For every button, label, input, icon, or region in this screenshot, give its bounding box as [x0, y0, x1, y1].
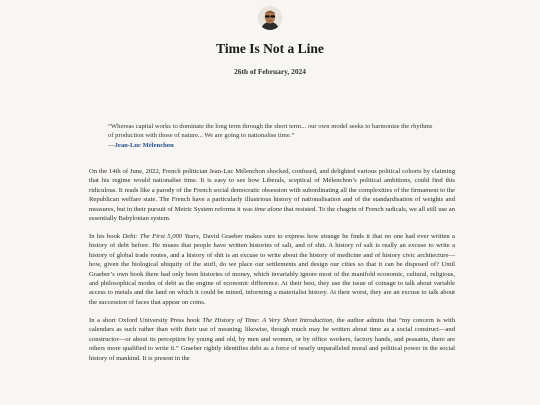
paragraph-3-start: In a short Oxford University Press book [89, 316, 203, 324]
page-title: Time Is Not a Line [216, 41, 324, 56]
epigraph-quote [108, 122, 438, 150]
paragraph-2-book-title: Debt: The First 5,000 Years, [122, 233, 201, 241]
paragraph-3 [89, 316, 455, 363]
attribution-link[interactable]: Jean-Luc Mélenchon [114, 141, 174, 149]
paragraph-2-text: David Graeber makes sure to express how strange he finds it that no one had ever written a history of debt before. He muses that people have written histories of salt, and of shit. A history of salt is really an excuse to write a history of global trade routes, and a history of shit is an excuse to write about the history of medicine and of history civic architecture—how, given the biological ubiquity of the stuff, do we place our settlements and design our cities so that it can be disposed of? Until Graeber’s own book there had only been histories of money, which invariably ignore most of the manifold economic, cultural, religious, and philosophical modes of debt as the engine of economic difference. At their best, they use the issue of coinage to talk about variable access to metals and the land on which it could be mined, informing a materialist history. At their worst, they are an excuse to talk about the succession of faces that appear on coins. [89, 233, 455, 306]
paragraph-2-start: In his book [89, 233, 123, 241]
article-body [89, 167, 455, 372]
paragraph-1-emphasis: time alone [254, 205, 282, 213]
paragraph-3-book-title: The History of Time: A Very Short Introduction [202, 316, 333, 324]
quote-attribution [108, 141, 438, 150]
post-date: 26th of February, 2024 [234, 67, 306, 76]
paragraph-1-text: On the 14th of June, 2022, French politician Jean-Luc Mélenchon shocked, confused, and delighted various political cohorts by claiming that his regime would nationalise time. It is easy to see how Liberals, sceptical of Mélenchon’s political ambitions, could find this ridiculous. It reads like a parody of the French social democratic obsession with subordinating all the complexities of the firmament to the Republican welfare state. The French have a particularly illustrious history of nationalisation and of the standardisation of weights and measures, but in their pursuit of Metric System reforms it was [89, 168, 455, 213]
paragraph-1-end: that resisted. To the chagrin of French radicals, we all still use an essentially Babylonian system. [89, 205, 455, 223]
paragraph-3-text: , the author admits that “my concern is with calendars as such rather than with their use of meaning; likewise, though much may be written about time as a social construct—and constructor—or about its perception by young and old, by men and women, or by office workers, factory hands, and peasants, there are others more qualified to write it.” Graeber rightly identifies debt as a force of nearly unparalleled moral and political power in the social history of mankind. It is present in the [89, 316, 456, 362]
attribution-dash: — [108, 141, 115, 149]
paragraph-2 [89, 232, 455, 307]
avatar-sunglasses-icon [258, 6, 282, 30]
quote-text: “Whereas capital works to dominate the long term through the short term... our own model seeks to harmonise the rhythms of production with those of nature... We are going to nationalise time.” [108, 123, 433, 140]
paragraph-1 [89, 167, 455, 223]
author-avatar[interactable] [258, 6, 282, 30]
